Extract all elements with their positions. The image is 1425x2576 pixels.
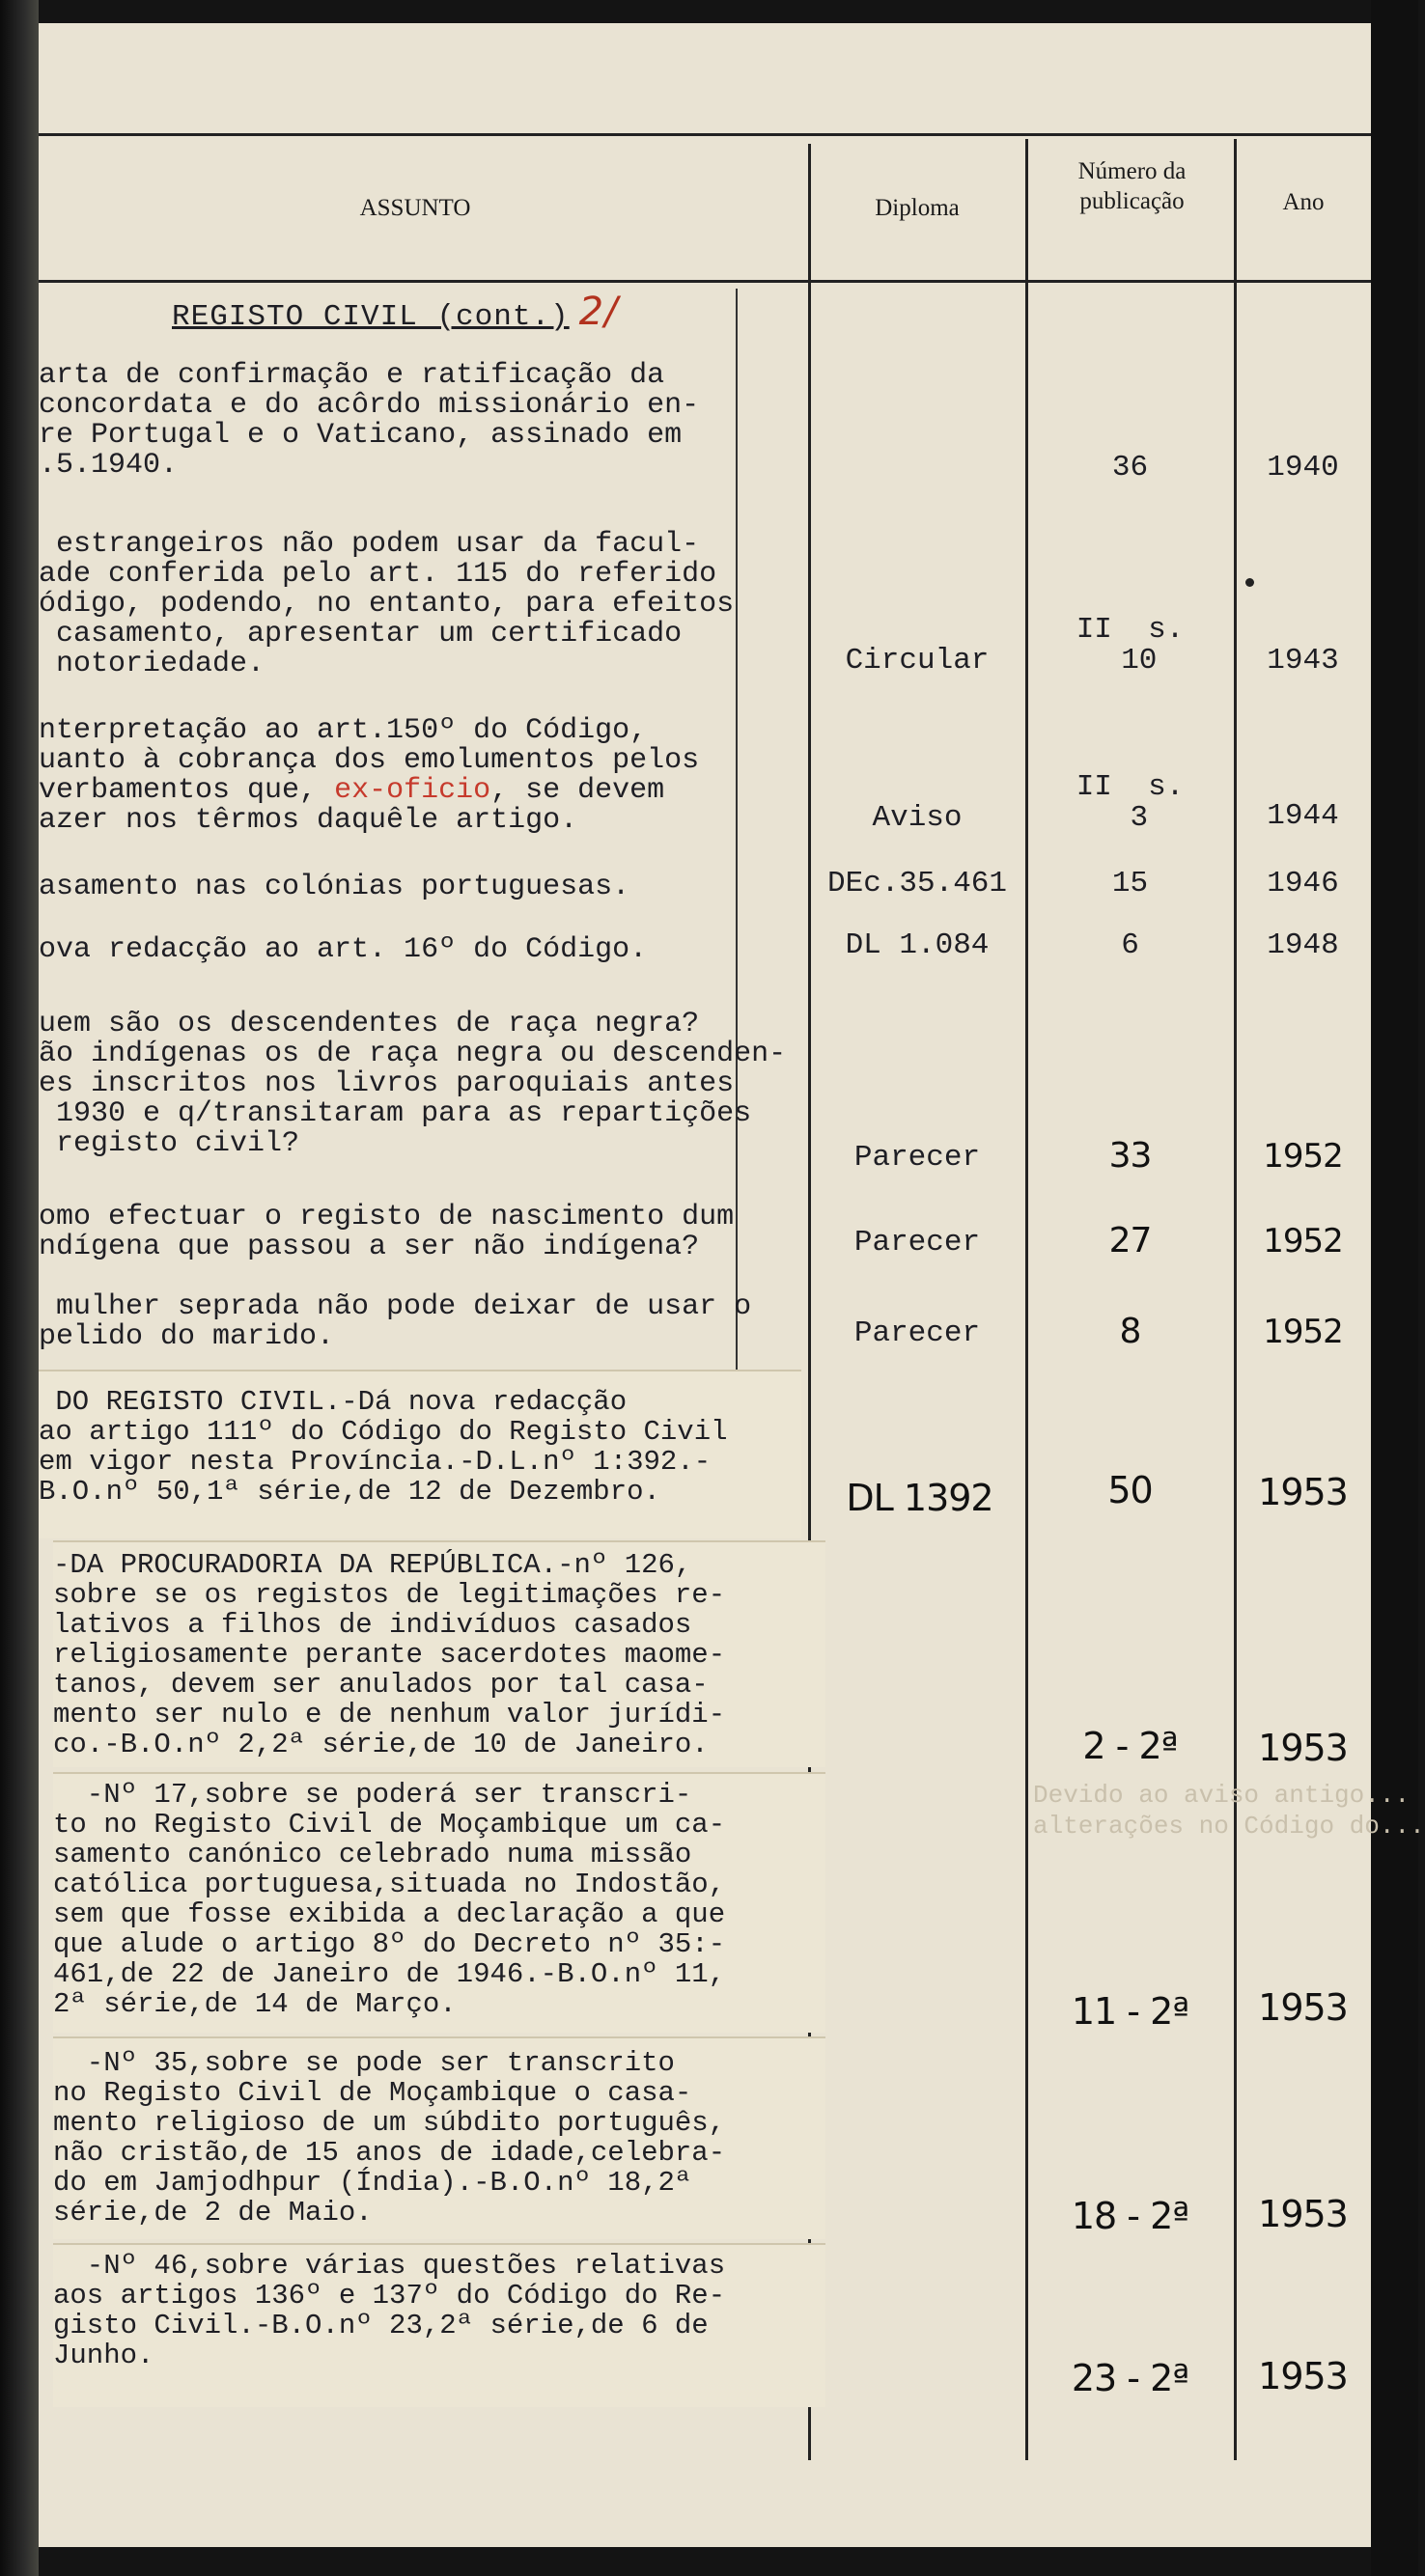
clipping-nr-17 (53, 1772, 825, 2033)
section-title (172, 290, 619, 334)
entry-descendentes-numero: 33 (1108, 1136, 1152, 1176)
entry-descendentes-ano: 1952 (1263, 1137, 1343, 1176)
clipping-nr-35-ano: 1953 (1258, 2193, 1348, 2235)
ledger-page (39, 23, 1425, 2547)
entry-mulher-separada-ano: 1952 (1263, 1313, 1343, 1351)
entry-registo-nascimento-diploma: Parecer (853, 1226, 981, 1260)
clipping-nr-46-numero: 23 - 2ª (1071, 2357, 1189, 2399)
entry-mulher-separada-diploma: Parecer (853, 1316, 981, 1350)
entry-interpretacao (39, 716, 699, 836)
entry-interpretacao-red: ex-oficio (334, 774, 491, 807)
top-rule (39, 133, 1371, 136)
entry-casamento-colonias-ano: 1946 (1267, 867, 1339, 900)
clipping-procuradoria-text: -DA PROCURADORIA DA REPÚBLICA.-nº 126, sobre se os registos de legitimações re- lativos a filhos de indivíduos casados religiosamente perante sacerdotes maome- tanos, devem ser anulados por tal casa- mento ser nulo e de nenhum valor jurídi- co.-B.O.nº 2,2ª série,de 10 de Janeiro. (53, 1549, 726, 1760)
clipping-nr-17-numero: 11 - 2ª (1071, 1990, 1189, 2033)
entry-interpretacao-diploma: Aviso (872, 801, 963, 835)
assunto-header: ASSUNTO (359, 195, 471, 221)
ano-header: Ano (1282, 189, 1325, 215)
clipping-nr-17-text: -Nº 17,sobre se poderá ser transcri- to no Registo Civil de Moçambique um ca- samento canónico celebrado numa missão católica portuguesa,situada no Indostão, sem que fosse exibida a declaração a que que alude o artigo 8º do Decreto nº 35:- 461,de 22 de Janeiro de 1946.-B.O.nº 11, 2ª série,de 14 de Março. (53, 1779, 726, 2020)
entry-estrangeiros-numero: II s. 10 (1076, 613, 1185, 678)
ink-dot (1245, 578, 1254, 587)
entry-estrangeiros-diploma: Circular (845, 644, 990, 678)
entry-nova-redaccao-diploma: DL 1.084 (845, 928, 990, 962)
entry-concordata-numero: 36 (1111, 451, 1149, 485)
section-title-text: REGISTO CIVIL (cont.) (172, 300, 570, 334)
entry-descendentes-diploma: Parecer (853, 1141, 981, 1175)
clipping-registo-civil-diploma: DL 1392 (846, 1477, 993, 1519)
entry-registo-nascimento: omo efectuar o registo de nascimento dum ndígena que passou a ser não indígena? (39, 1201, 735, 1263)
clipping-nr-35-text: -Nº 35,sobre se pode ser transcrito no Registo Civil de Moçambique o casa- mento religioso de um súbdito português, não cristão,de 15 anos de idade,celebra- do em Jamjodhpur (Índia).-B.O.nº 18,2ª série,de 2 de Maio. (53, 2047, 726, 2229)
clipping-procuradoria (53, 1540, 825, 1767)
entry-concordata: arta de confirmação e ratificação da concordata e do acôrdo missionário en- re Portugal e o Vaticano, assinado em .5.1940. (39, 359, 700, 482)
section-mark: 2/ (578, 290, 619, 334)
clipping-procuradoria-numero: 2 - 2ª (1082, 1725, 1178, 1767)
diploma-header: Diploma (875, 195, 960, 221)
ano-column-rule (1234, 139, 1237, 2460)
inner-margin-rule (736, 289, 738, 1374)
bleed-through-text: Devido ao aviso antigo... alterações no Código do... (1033, 1781, 1425, 1841)
clipping-nr-35-numero: 18 - 2ª (1071, 2195, 1189, 2237)
entry-interpretacao-text-after: , se devem azer nos têrmos daquêle artigo. (39, 774, 665, 837)
entry-nova-redaccao-numero: 6 (1121, 928, 1139, 962)
entry-interpretacao-numero: II s. 3 (1076, 770, 1185, 835)
clipping-nr-46 (53, 2243, 825, 2407)
entry-concordata-ano: 1940 (1267, 451, 1339, 485)
book-binding (0, 0, 39, 2576)
entry-casamento-colonias-numero: 15 (1111, 867, 1149, 900)
clipping-registo-civil-text: DO REGISTO CIVIL.-Dá nova redacção ao artigo 111º do Código do Registo Civil em vigor nesta Província.-D.L.nº 1:392.- B.O.nº 50,1ª série,de 12 de Dezembro. (39, 1386, 728, 1508)
clipping-nr-46-ano: 1953 (1258, 2355, 1348, 2397)
clipping-registo-civil-numero: 50 (1107, 1469, 1153, 1511)
entry-estrangeiros: estrangeiros não podem usar da facul- ade conferida pelo art. 115 do referido ódigo, podendo, no entanto, para efeitos casamento, apresentar um certificado notoriedade. (39, 528, 735, 680)
clipping-registo-civil (39, 1370, 801, 1538)
clipping-nr-17-ano: 1953 (1258, 1986, 1348, 2029)
entry-casamento-colonias-diploma: DEc.35.461 (826, 867, 1008, 900)
entry-mulher-separada-numero: 8 (1119, 1312, 1141, 1351)
entry-interpretacao-text-before: nterpretação ao art.150º do Código, uanto à cobrança dos emolumentos pelos verbamentos que, (39, 714, 700, 807)
header-bottom-rule (39, 280, 1371, 283)
entry-casamento-colonias: asamento nas colónias portuguesas. (39, 871, 630, 903)
clipping-procuradoria-ano: 1953 (1258, 1727, 1348, 1769)
numero-column-rule (1025, 139, 1028, 2460)
entry-nova-redaccao-ano: 1948 (1267, 928, 1339, 962)
entry-mulher-separada: mulher seprada não pode deixar de usar o pelido do marido. (39, 1290, 752, 1353)
numero-header: Número da publicação (1077, 158, 1187, 214)
entry-nova-redaccao: ova redacção ao art. 16º do Código. (39, 933, 648, 966)
entry-registo-nascimento-numero: 27 (1108, 1221, 1152, 1260)
clipping-nr-35 (53, 2036, 825, 2239)
entry-registo-nascimento-ano: 1952 (1263, 1222, 1343, 1260)
clipping-nr-46-text: -Nº 46,sobre várias questões relativas aos artigos 136º e 137º do Código do Re- gisto Civil.-B.O.nº 23,2ª série,de 6 de Junho. (53, 2250, 726, 2371)
entry-interpretacao-ano: 1944 (1267, 799, 1339, 833)
entry-descendentes: uem são os descendentes de raça negra? ão indígenas os de raça negra ou descenden- es inscritos nos livros paroquiais antes 1930 e q/transitaram para as repartições registo civil? (39, 1008, 787, 1160)
clipping-registo-civil-ano: 1953 (1258, 1471, 1348, 1513)
entry-estrangeiros-ano: 1943 (1267, 644, 1339, 678)
page-edge-shadow (1371, 0, 1418, 2576)
